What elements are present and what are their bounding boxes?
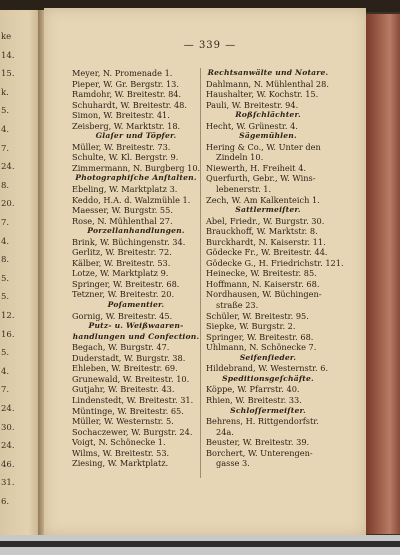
directory-entry: Borchert, W. Unterengen- <box>206 447 313 458</box>
directory-entry: Siepke, W. Burgstr. 2. <box>206 321 296 332</box>
column-divider <box>200 68 201 478</box>
directory-entry: Müller, W. Westernstr. 5. <box>72 416 174 427</box>
directory-entry: Gödecke Fr., W. Breitestr. 44. <box>206 247 328 258</box>
left-page-fragment: 5. <box>1 273 10 284</box>
left-page-edge <box>0 10 40 535</box>
left-page-fragment: 24. <box>1 404 15 414</box>
directory-entry: Brauckhoff, W. Marktstr. 8. <box>206 226 318 237</box>
section-heading: Roßſchlächter. <box>235 110 301 120</box>
directory-entry: Zimmermann, N. Burgberg 10. <box>72 162 201 173</box>
directory-entry: Beuster, W. Breitestr. 39. <box>206 437 310 448</box>
entry-continuation: Zindeln 10. <box>216 152 264 163</box>
directory-entry: Dahlmann, N. Mühlenthal 28. <box>206 78 329 89</box>
section-heading: Glaſer und Töpfer. <box>95 131 177 141</box>
directory-entry: Tetzner, W. Breitestr. 20. <box>72 289 175 300</box>
directory-entry: Begach, W. Burgstr. 47. <box>72 342 170 353</box>
directory-entry: Gornig, W. Breitestr. 45. <box>72 310 173 321</box>
directory-entry: Grunewald, W. Breitestr. 10. <box>72 373 190 384</box>
directory-entry: Heinecke, W. Breitestr. 85. <box>206 268 317 279</box>
directory-entry: Nordhausen, W. Büchingen- <box>206 289 322 300</box>
left-page-fragment: 5. <box>1 348 10 359</box>
left-page-fragment: 31. <box>1 478 15 489</box>
section-heading: Sattlermeiſter. <box>235 205 301 215</box>
left-page-fragment: 4. <box>1 236 10 247</box>
directory-entry: Hecht, W. Grünestr. 4. <box>206 120 298 131</box>
directory-entry: Gödecke G., H. Friedrichstr. 121. <box>206 257 344 268</box>
directory-entry: Ebeling, W. Marktplatz 3. <box>72 184 178 195</box>
directory-entry: Simon, W. Breitestr. 41. <box>72 110 170 121</box>
section-heading: Seifenſieder. <box>239 352 297 362</box>
left-page-fragment: k. <box>1 87 9 98</box>
entry-continuation: straße 23. <box>216 300 259 311</box>
directory-entry: Meyer, N. Promenade 1. <box>72 68 173 78</box>
left-page-fragment: 8. <box>1 255 10 266</box>
directory-entry: Hildebrand, W. Westernstr. 6. <box>206 363 329 374</box>
section-heading: Poſamentier. <box>107 300 165 310</box>
directory-entry: Ehleben, W. Breitestr. 69. <box>72 363 178 374</box>
directory-column-right <box>206 68 344 469</box>
directory-entry: Brink, W. Büchingenstr. 34. <box>72 236 186 247</box>
directory-entry: Ziesing, W. Marktplatz. <box>72 458 169 469</box>
left-page-fragment: 14. <box>1 50 15 61</box>
directory-entry: Wilms, W. Breitestr. 53. <box>72 447 170 458</box>
left-page-fragment: 46. <box>1 459 15 470</box>
directory-entry: Köppe, W. Pfarrstr. 40. <box>206 384 300 395</box>
directory-entry: Lotze, W. Marktplatz 9. <box>72 268 169 279</box>
left-page-fragment: ke <box>1 32 12 42</box>
entry-continuation: lebenerstr. 1. <box>216 184 272 195</box>
left-page-fragment: 12. <box>1 311 15 321</box>
left-page-fragment: 30. <box>1 422 15 433</box>
directory-entry: Voigt, N. Schönecke 1. <box>72 437 166 448</box>
directory-entry: Maesser, W. Burgstr. 55. <box>72 205 173 216</box>
directory-entry: Gerlitz, W. Breitestr. 72. <box>72 247 172 258</box>
directory-entry: Pieper, W. Gr. Bergstr. 13. <box>72 78 179 89</box>
directory-entry: Springer, W. Breitestr. 68. <box>72 278 180 289</box>
directory-entry: Niewerth, H. Freiheit 4. <box>206 162 307 173</box>
scan-calibration-bar <box>0 541 400 547</box>
left-page-fragment: 15. <box>1 69 15 80</box>
directory-entry: Burckhardt, N. Kaiserstr. 11. <box>206 236 326 247</box>
left-page-fragment: 7. <box>1 143 10 154</box>
left-page-fragment: 16. <box>1 329 15 340</box>
directory-entry: Sochaczewer, W. Burgstr. 24. <box>72 426 193 437</box>
left-page-fragment: 20. <box>1 199 15 210</box>
directory-column-left <box>72 68 200 469</box>
directory-entry: Zech, W. Am Kalkenteich 1. <box>206 194 320 205</box>
section-heading: Sägemühlen. <box>239 131 297 141</box>
directory-entry: Gutjahr, W. Breitestr. 43. <box>72 384 175 395</box>
directory-entry: Behrens, H. Rittgendorfstr. <box>206 416 319 427</box>
left-page-fragment: 24. <box>1 162 15 173</box>
directory-entry: Abel, Friedr., W. Burgstr. 30. <box>206 215 325 226</box>
directory-entry: Haushalter, W. Kochstr. 15. <box>206 89 319 100</box>
directory-entry: Keddo, H.A. d. Walzmühle 1. <box>72 194 191 205</box>
section-heading: Speditionsgeſchäfte. <box>222 373 314 383</box>
left-page-fragment: 7. <box>1 218 10 228</box>
left-page-fragment: 4. <box>1 125 10 135</box>
page-number: — 339 — <box>183 40 237 51</box>
left-page-fragment: 5. <box>1 292 10 303</box>
entry-continuation: 24a. <box>216 426 234 437</box>
directory-entry: Kälber, W. Breitestr. 53. <box>72 257 171 268</box>
left-page-fragment: 24. <box>1 441 15 452</box>
directory-entry: Springer, W. Breitestr. 68. <box>206 331 314 342</box>
section-heading: Schloſſermeiſter. <box>230 405 306 415</box>
directory-entry: Müntinge, W. Breitestr. 65. <box>72 405 184 416</box>
directory-entry: Schulte, W. Kl. Bergstr. 9. <box>72 152 179 163</box>
left-page-fragment: 8. <box>1 180 10 191</box>
section-heading: Rechtsanwälte und Notare. <box>207 68 329 77</box>
directory-entry: Pauli, W. Breitestr. 94. <box>206 99 299 110</box>
left-page-fragment: 5. <box>1 106 10 117</box>
directory-entry: Zeisberg, W. Marktstr. 18. <box>72 120 181 131</box>
directory-entry: Schuhardt, W. Breitestr. 48. <box>72 99 187 110</box>
directory-entry: Hoffmann, N. Kaiserstr. 68. <box>206 278 320 289</box>
left-page-fragment: 7. <box>1 385 10 396</box>
directory-entry: Hering & Co., W. Unter den <box>206 141 321 152</box>
entry-continuation: gasse 3. <box>216 458 250 469</box>
directory-entry: Uhlmann, N. Schönecke 7. <box>206 342 317 353</box>
directory-entry: Duderstadt, W. Burgstr. 38. <box>72 352 186 363</box>
section-heading: Porzellanhandlungen. <box>87 226 185 236</box>
directory-entry: Querfurth, Gebr., W. Wins- <box>206 173 316 184</box>
directory-entry: Ramdohr, W. Breitestr. 84. <box>72 89 182 100</box>
directory-entry: Lindenstedt, W. Breitestr. 31. <box>72 394 194 405</box>
left-page-fragment: 4. <box>1 366 10 377</box>
directory-entry: Schüler, W. Breitestr. 95. <box>206 310 309 321</box>
section-heading: Putz- u. Weißwaaren- <box>88 321 184 331</box>
directory-entry: Rose, N. Mühlenthal 27. <box>72 215 173 226</box>
directory-entry: Rhien, W. Breitestr. 33. <box>206 394 302 405</box>
left-page-fragment: 6. <box>1 497 10 507</box>
directory-entry: Müller, W. Breitestr. 73. <box>72 141 171 152</box>
section-heading: handlungen und Confection. <box>72 331 200 341</box>
book-spine <box>366 14 400 534</box>
section-heading: Photographiſche Anſtalten. <box>75 173 197 183</box>
